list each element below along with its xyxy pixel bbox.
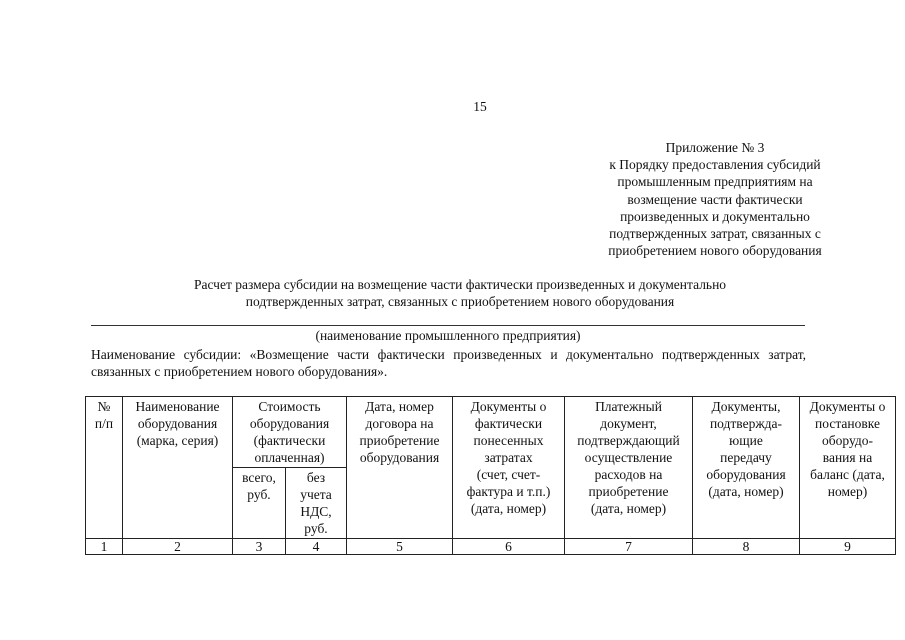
calculation-title	[90, 276, 830, 310]
header-balance-documents: Документы о постановке оборудо- вания на баланс (дата, номер)	[800, 397, 896, 539]
column-number: 1	[86, 539, 123, 555]
table-header-row	[86, 397, 896, 468]
column-number: 8	[693, 539, 800, 555]
appendix-line: Приложение № 3	[665, 140, 765, 155]
appendix-line: подтвержденных затрат, связанных с	[609, 226, 821, 242]
header-cost-total: всего, руб.	[233, 468, 286, 539]
column-number: 4	[286, 539, 347, 555]
subsidy-calculation-table	[85, 396, 896, 555]
header-contract: Дата, номер договора на приобретение оборудования	[347, 397, 453, 539]
header-cost-without-vat: без учета НДС, руб.	[286, 468, 347, 539]
column-number: 2	[123, 539, 233, 555]
header-equipment-cost: Стоимость оборудования (фактически оплаченная)	[233, 397, 347, 468]
column-number: 3	[233, 539, 286, 555]
header-col-number: № п/п	[86, 397, 123, 539]
column-number: 5	[347, 539, 453, 555]
appendix-line: промышленным предприятиям на	[617, 174, 813, 190]
enterprise-caption: (наименование промышленного предприятия)	[315, 328, 581, 343]
header-transfer-documents: Документы, подтвержда- ющие передачу оборудования (дата, номер)	[693, 397, 800, 539]
appendix-line: произведенных и документально	[620, 208, 810, 224]
header-payment-document: Платежный документ, подтверждающий осуществление расходов на приобретение (дата, номер)	[565, 397, 693, 539]
page-number: 15	[473, 99, 487, 114]
header-equipment-name: Наименование оборудования (марка, серия)	[123, 397, 233, 539]
enterprise-blank-line	[91, 325, 805, 326]
appendix-heading	[565, 139, 865, 259]
subsidy-name: Наименование субсидии: «Возмещение части фактически произведенных и документально подтвержденных затрат, связанных с приобретением нового оборудования».	[91, 347, 806, 379]
appendix-line: к Порядку предоставления субсидий	[609, 157, 821, 173]
calculation-title-line: подтвержденных затрат, связанных с приобретением нового оборудования	[245, 294, 675, 309]
column-number: 7	[565, 539, 693, 555]
calculation-title-line: Расчет размера субсидии на возмещение части фактически произведенных и документально	[193, 277, 727, 292]
appendix-line: возмещение части фактически	[627, 191, 803, 207]
appendix-line: приобретением нового оборудования	[608, 243, 822, 259]
column-number: 9	[800, 539, 896, 555]
header-cost-documents: Документы о фактически понесенных затратах (счет, счет- фактура и т.п.) (дата, номер)	[453, 397, 565, 539]
column-number: 6	[453, 539, 565, 555]
column-number-row	[86, 539, 896, 555]
